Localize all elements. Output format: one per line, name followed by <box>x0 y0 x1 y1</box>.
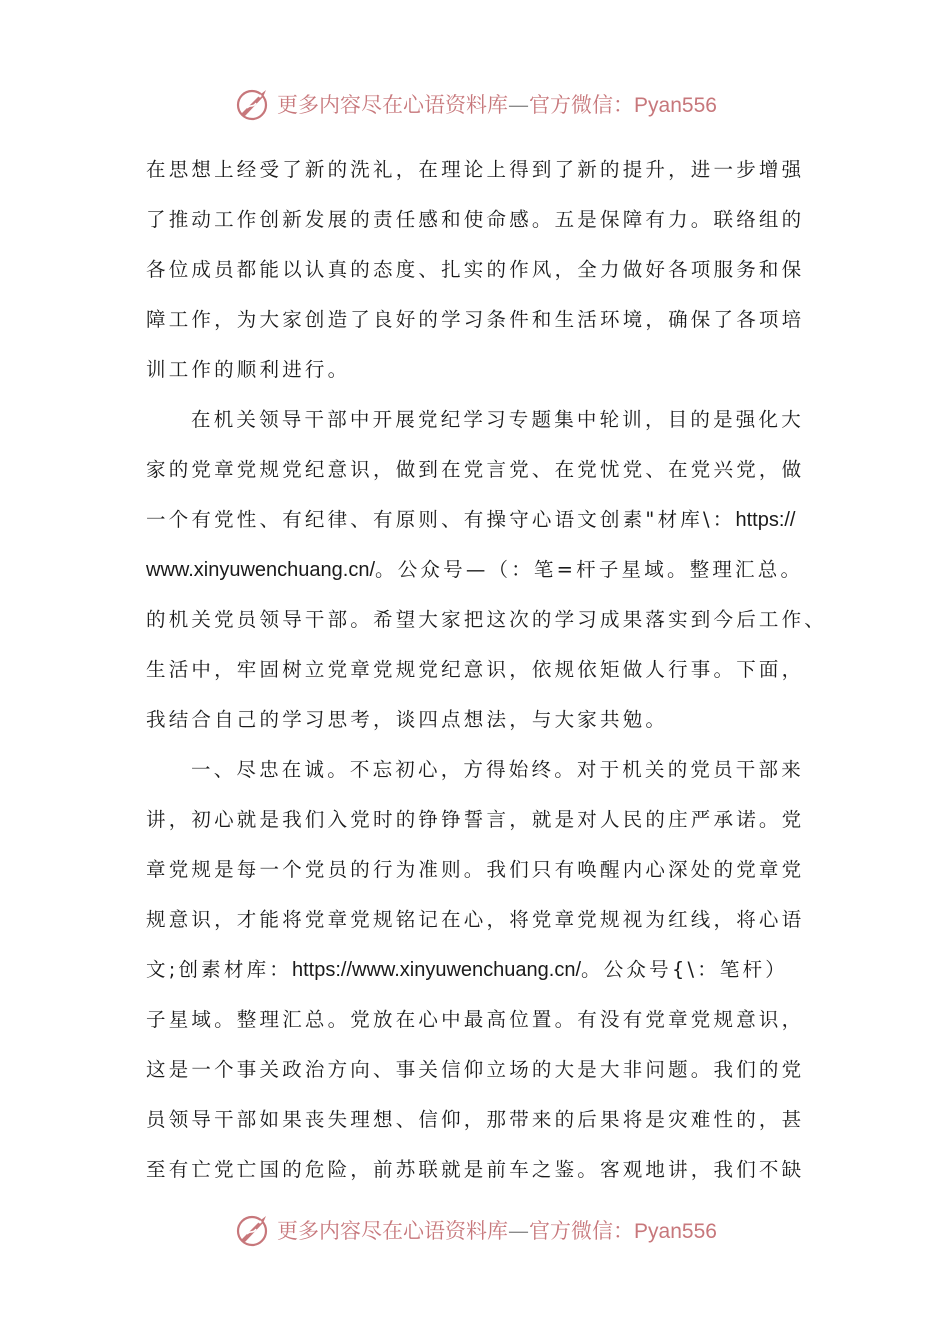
banner-wechat-id: Pyan556 <box>634 94 717 117</box>
text-line: 障工作，为大家创造了良好的学习条件和生活环境，确保了各项培 <box>146 308 805 331</box>
text-line <box>146 545 816 595</box>
pen-nib-icon <box>233 1210 273 1250</box>
banner-wechat-label: 官方微信： <box>529 93 635 117</box>
text-span: 。公众号{\：笔杆） <box>581 958 789 981</box>
banner-site-name: 更多内容尽在心语资料库 <box>277 93 509 117</box>
url-fragment: www.xinyuwenchuang.cn/ <box>146 559 376 581</box>
document-body <box>146 145 828 1195</box>
text-span: 一个有党性、有纪律、有原则、有操守心语文创素"材库\： <box>146 508 736 531</box>
text-line <box>146 945 816 995</box>
banner-text <box>277 1215 717 1245</box>
text-line: 各位成员都能以认真的态度、扎实的作风，全力做好各项服务和保 <box>146 258 805 281</box>
banner-wechat-id: Pyan556 <box>634 1220 717 1243</box>
banner-dash: — <box>508 93 530 117</box>
text-line: 章党规是每一个党员的行为准则。我们只有唤醒内心深处的党章党 <box>146 858 805 881</box>
banner-site-name: 更多内容尽在心语资料库 <box>277 1219 509 1243</box>
text-line: 在机关领导干部中开展党纪学习专题集中轮训，目的是强化大 <box>191 408 804 431</box>
footer-banner <box>0 1205 950 1255</box>
text-line: 子星域。整理汇总。党放在心中最高位置。有没有党章党规意识， <box>146 1008 805 1031</box>
text-line: 员领导干部如果丧失理想、信仰，那带来的后果将是灾难性的，甚 <box>146 1108 805 1131</box>
text-line: 我结合自己的学习思考，谈四点想法，与大家共勉。 <box>146 708 669 731</box>
text-line <box>146 495 816 545</box>
pen-nib-icon <box>233 84 273 124</box>
text-line: 规意识，才能将党章党规铭记在心，将党章党规视为红线，将心语 <box>146 908 805 931</box>
text-line: 一、尽忠在诚。不忘初心，方得始终。对于机关的党员干部来 <box>191 758 804 781</box>
text-line: 在思想上经受了新的洗礼，在理论上得到了新的提升，进一步增强 <box>146 158 805 181</box>
banner-dash: — <box>508 1219 530 1243</box>
header-banner <box>0 79 950 129</box>
text-line: 这是一个事关政治方向、事关信仰立场的大是大非问题。我们的党 <box>146 1058 805 1081</box>
text-line: 训工作的顺利进行。 <box>146 358 351 381</box>
banner-text <box>277 89 717 119</box>
text-line: 家的党章党规党纪意识，做到在党言党、在党忧党、在党兴党，做 <box>146 458 805 481</box>
text-line: 的机关党员领导干部。希望大家把这次的学习成果落实到今后工作、 <box>146 608 828 631</box>
text-line: 至有亡党亡国的危险，前苏联就是前车之鉴。客观地讲，我们不缺 <box>146 1158 805 1181</box>
url-text: https://www.xinyuwenchuang.cn/ <box>291 959 582 981</box>
text-span: 。公众号—（：笔=杆子星域。整理汇总。 <box>375 558 804 581</box>
text-span: 文;创素材库： <box>146 958 292 981</box>
url-fragment: https:// <box>735 509 796 531</box>
text-line: 讲，初心就是我们入党时的铮铮誓言，就是对人民的庄严承诺。党 <box>146 808 805 831</box>
banner-wechat-label: 官方微信： <box>529 1219 635 1243</box>
text-line: 生活中，牢固树立党章党规党纪意识，依规依矩做人行事。下面， <box>146 658 805 681</box>
text-line: 了推动工作创新发展的责任感和使命感。五是保障有力。联络组的 <box>146 208 805 231</box>
